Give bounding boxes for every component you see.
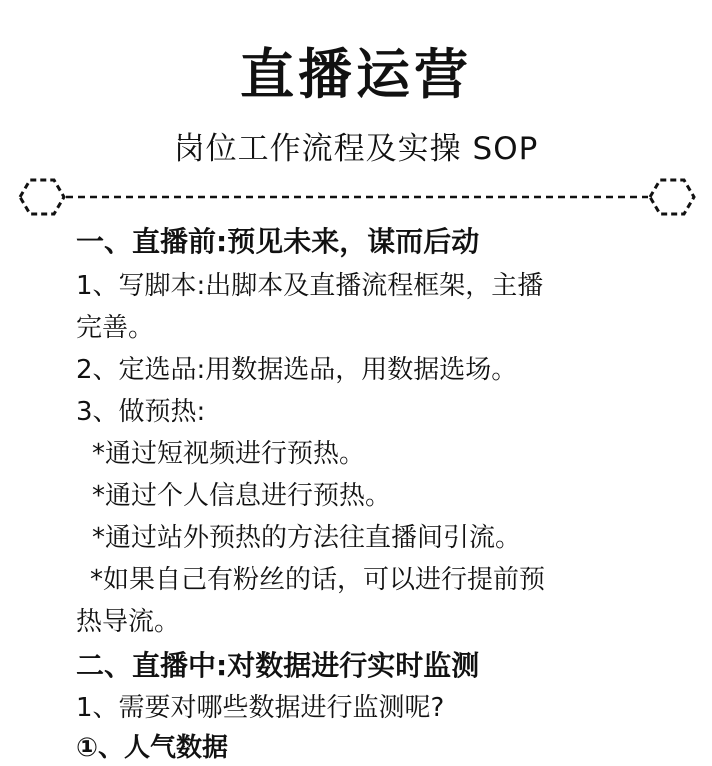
section-2-subitem: ①、人气数据 (76, 733, 229, 763)
section-1-bullet-continued: 热导流。 (76, 607, 181, 637)
section-2-item: 1、需要对哪些数据进行监测呢? (76, 693, 445, 723)
section-1-item: 1、写脚本:出脚本及直播流程框架，主播 (76, 271, 544, 301)
section-1-item: 3、做预热: (76, 397, 206, 427)
section-1-heading: 一、直播前:预见未来，谋而后动 (76, 225, 480, 258)
section-1-bullet: *如果自己有粉丝的话，可以进行提前预 (90, 565, 546, 595)
section-1-bullet: *通过个人信息进行预热。 (92, 481, 392, 511)
section-1-bullet: *通过站外预热的方法往直播间引流。 (92, 523, 522, 553)
right-hexagon-ornament (650, 180, 694, 214)
page-subtitle: 岗位工作流程及实操 SOP (173, 131, 539, 167)
dashed-divider (8, 172, 704, 222)
section-1-item: 2、定选品:用数据选品，用数据选场。 (76, 355, 518, 385)
section-1-item: 完善。 (76, 313, 155, 343)
section-1-bullet: *通过短视频进行预热。 (92, 439, 366, 469)
left-hexagon-ornament (20, 180, 64, 214)
page-title: 直播运营 (240, 43, 472, 106)
section-2-heading: 二、直播中:对数据进行实时监测 (76, 649, 480, 682)
